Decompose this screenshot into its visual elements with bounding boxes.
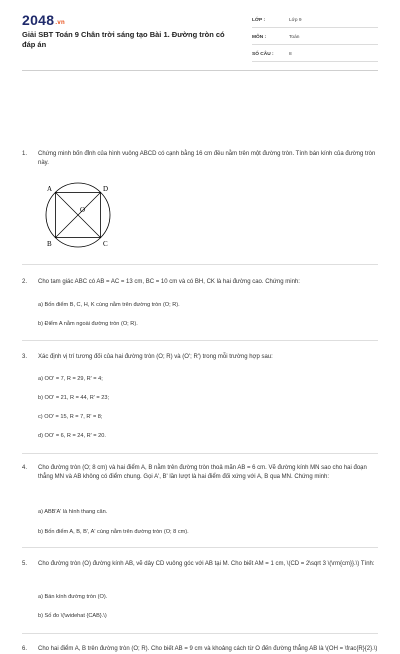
- question-part: a) ABB'A' là hình thang cân.: [38, 509, 108, 515]
- question-part: a) Bán kính đường tròn (O).: [38, 594, 108, 600]
- question-4: [22, 464, 382, 535]
- label-a: A: [47, 185, 53, 193]
- question-part: c) OO' = 15, R = 7, R' = 8;: [38, 414, 103, 420]
- question-divider: [22, 264, 378, 265]
- question-3: [22, 353, 382, 439]
- question-number: 4.: [22, 465, 28, 471]
- question-text: Chứng minh bốn đỉnh của hình vuông ABCD có cạnh bằng 16 cm đều nằm trên một đường tròn. Tính bán kính của đường tròn này.: [38, 151, 376, 166]
- meta-value: Lớp 9: [289, 17, 302, 23]
- question-divider: [22, 340, 378, 341]
- question-part: b) Số đo \(\widehat {CAB}.\): [38, 613, 107, 619]
- question-part: b) Điểm A nằm ngoài đường tròn (O; R).: [38, 321, 138, 327]
- question-part: b) Bốn điểm A, B, B', A' cùng nằm trên đường tròn (O; 8 cm).: [38, 529, 189, 535]
- logo-text: 2048: [22, 12, 55, 28]
- site-logo[interactable]: [22, 12, 65, 28]
- meta-value: 8: [289, 51, 292, 57]
- document-header: [0, 0, 400, 68]
- question-part: b) OO' = 21, R = 44, R' = 23;: [38, 395, 110, 401]
- question-part: a) Bốn điểm B, C, H, K cùng nằm trên đường tròn (O; R).: [38, 302, 180, 308]
- question-number: 6.: [22, 646, 28, 652]
- meta-row-subject: [252, 30, 378, 45]
- meta-row-class: [252, 13, 378, 28]
- question-part: d) OO' = 6, R = 24, R' = 20.: [38, 433, 106, 439]
- question-number: 5.: [22, 561, 28, 567]
- question-5: [22, 560, 382, 619]
- question-text: Cho tam giác ABC có AB = AC = 13 cm, BC = 10 cm và có BH, CK là hai đường cao. Chứng minh:: [38, 279, 300, 285]
- label-d: D: [103, 185, 109, 193]
- meta-label: SỐ CÂU :: [252, 51, 274, 57]
- logo-suffix: .vn: [55, 20, 65, 26]
- meta-label: LỚP :: [252, 17, 266, 23]
- question-divider: [22, 547, 378, 548]
- label-o: O: [80, 206, 86, 214]
- square-in-circle-figure: [38, 180, 118, 250]
- question-6: [22, 645, 382, 654]
- question-text: Xác định vị trí tương đối của hai đường tròn (O; R) và (O'; R') trong mỗi trường hợp sau:: [38, 354, 273, 360]
- question-text: Cho đường tròn (O) đường kính AB, vẽ dây CD vuông góc với AB tại M. Cho biết AM = 1 cm, \(CD = 2\sqrt 3 \(\rm{cm}}.\) Tính:: [38, 561, 375, 567]
- meta-info: [252, 13, 378, 64]
- question-divider: [22, 633, 378, 634]
- question-2: [22, 278, 382, 327]
- question-number: 1.: [22, 151, 28, 157]
- question-number: 3.: [22, 354, 28, 360]
- label-c: C: [103, 240, 108, 248]
- meta-label: MÔN :: [252, 34, 267, 40]
- meta-row-question-count: [252, 47, 378, 62]
- document-title: Giải SBT Toán 9 Chân trời sáng tạo Bài 1. Đường tròn có đáp án: [22, 30, 225, 49]
- label-b: B: [47, 240, 52, 248]
- header-divider: [22, 70, 378, 71]
- question-1: [22, 150, 382, 168]
- meta-value: Toán: [289, 34, 300, 40]
- question-divider: [22, 453, 378, 454]
- question-part: a) OO' = 7, R = 29, R' = 4;: [38, 376, 103, 382]
- question-text: Cho đường tròn (O; 8 cm) và hai điểm A, B nằm trên đường tròn thoả mãn AB = 6 cm. Vẽ đường kính MN sao cho hai đoạn thẳng MN và AB không có điểm chung. Gọi A', B' lần lượt là hai điểm đối xứng với A, B qua MN. Chứng minh:: [38, 465, 367, 480]
- question-number: 2.: [22, 279, 28, 285]
- question-text: Cho hai điểm A, B trên đường tròn (O; R). Cho biết AB = 9 cm và khoảng cách từ O đến đường thẳng AB là \(OH = \frac{R}{2}.\): [38, 646, 378, 652]
